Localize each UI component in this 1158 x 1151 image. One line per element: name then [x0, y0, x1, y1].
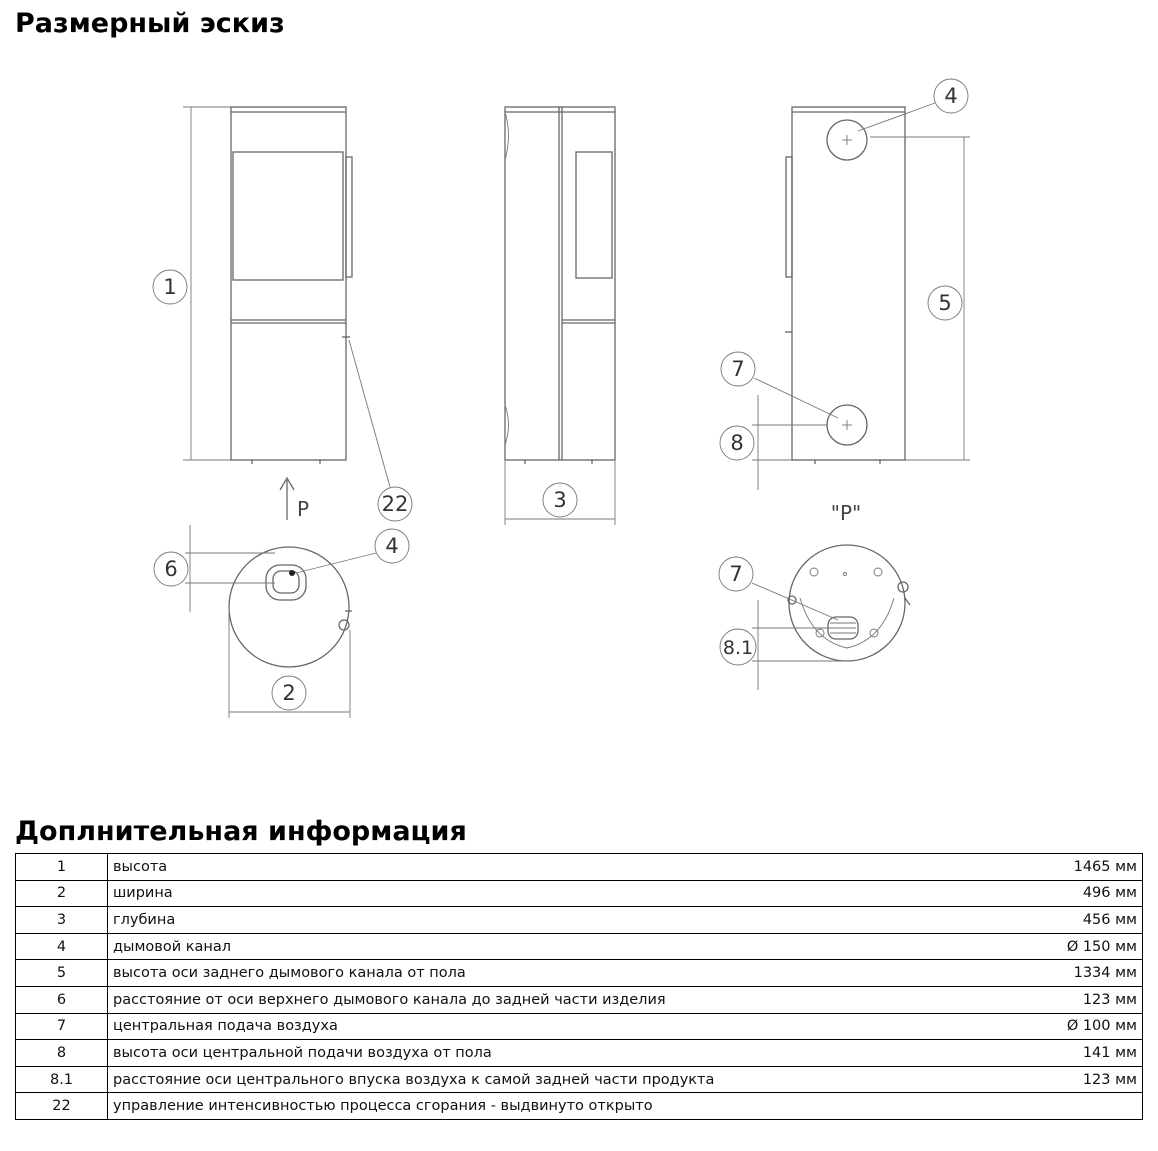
table-row [16, 986, 1143, 1013]
row-description: ширина [108, 880, 963, 907]
row-id: 6 [16, 986, 108, 1013]
row-id: 1 [16, 854, 108, 881]
row-id: 22 [16, 1093, 108, 1120]
row-description: расстояние от оси верхнего дымового канала до задней части изделия [108, 986, 963, 1013]
row-description: расстояние оси центрального впуска воздуха к самой задней части продукта [108, 1066, 963, 1093]
callout-4-rear: 4 [944, 84, 958, 108]
row-value: 1465 мм [963, 854, 1143, 881]
side-view [505, 107, 615, 525]
row-id: 2 [16, 880, 108, 907]
row-id: 8.1 [16, 1066, 108, 1093]
callout-2: 2 [282, 681, 296, 705]
callout-7-rear: 7 [731, 357, 745, 381]
row-description: высота оси заднего дымового канала от пола [108, 960, 963, 987]
info-title: Доплнительная информация [15, 816, 467, 847]
callout-22: 22 [381, 492, 409, 516]
top-view [154, 525, 409, 718]
front-view [153, 107, 412, 521]
row-value: 456 мм [963, 907, 1143, 934]
row-value: 141 мм [963, 1040, 1143, 1067]
table-row [16, 854, 1143, 881]
callout-3: 3 [553, 488, 567, 512]
row-id: 4 [16, 933, 108, 960]
info-table [15, 853, 1143, 1120]
row-value: 123 мм [963, 986, 1143, 1013]
table-row [16, 880, 1143, 907]
row-value: 496 мм [963, 880, 1143, 907]
table-row [16, 1093, 1143, 1120]
row-id: 3 [16, 907, 108, 934]
table-row [16, 960, 1143, 987]
callout-1: 1 [163, 275, 177, 299]
table-row [16, 1066, 1143, 1093]
row-description: управление интенсивностью процесса сгорания - выдвинуто открыто [108, 1093, 963, 1120]
row-value [963, 1093, 1143, 1120]
row-description: глубина [108, 907, 963, 934]
table-row [16, 933, 1143, 960]
row-description: дымовой канал [108, 933, 963, 960]
row-value: Ø 100 мм [963, 1013, 1143, 1040]
view-arrow-label: P [297, 497, 310, 521]
callout-5: 5 [938, 291, 952, 315]
table-row [16, 1013, 1143, 1040]
row-value: Ø 150 мм [963, 933, 1143, 960]
callout-8-1: 8.1 [722, 637, 754, 659]
callout-8: 8 [730, 431, 744, 455]
row-value: 123 мм [963, 1066, 1143, 1093]
bottom-view [719, 545, 910, 690]
rear-view [720, 79, 970, 525]
row-description: высота оси центральной подачи воздуха от пола [108, 1040, 963, 1067]
row-id: 5 [16, 960, 108, 987]
row-description: высота [108, 854, 963, 881]
table-row [16, 1040, 1143, 1067]
callout-6: 6 [164, 557, 178, 581]
callout-7-bottom: 7 [729, 562, 743, 586]
page-title: Размерный эскиз [15, 8, 285, 39]
callout-4-top: 4 [385, 534, 399, 558]
row-id: 7 [16, 1013, 108, 1040]
row-value: 1334 мм [963, 960, 1143, 987]
dimension-drawing [0, 50, 1158, 790]
row-id: 8 [16, 1040, 108, 1067]
row-description: центральная подача воздуха [108, 1013, 963, 1040]
view-label: "P" [830, 501, 862, 525]
table-row [16, 907, 1143, 934]
